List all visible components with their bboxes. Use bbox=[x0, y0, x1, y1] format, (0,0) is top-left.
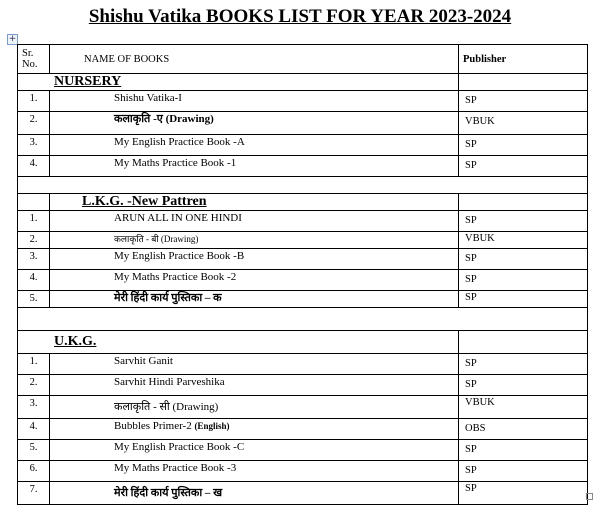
sr-no: 2. bbox=[18, 232, 50, 249]
table-row bbox=[18, 375, 588, 396]
table-row bbox=[18, 135, 588, 156]
table-row bbox=[18, 461, 588, 482]
sr-no: 3. bbox=[18, 135, 50, 156]
table-row bbox=[18, 232, 588, 249]
section-row-nursery bbox=[18, 74, 588, 91]
book-name: मेरी हिंदी कार्य पुस्तिका – ख bbox=[50, 482, 459, 505]
publisher: VBUK bbox=[459, 232, 588, 249]
section-row-ukg bbox=[18, 331, 588, 354]
table-row bbox=[18, 249, 588, 270]
table-resize-handle-icon[interactable] bbox=[586, 493, 593, 500]
book-name: My English Practice Book -A bbox=[50, 135, 459, 156]
table-row bbox=[18, 440, 588, 461]
book-name: ARUN ALL IN ONE HINDI bbox=[50, 211, 459, 232]
header-sr-no: Sr. No. bbox=[18, 45, 50, 74]
publisher: SP bbox=[459, 291, 588, 308]
sr-no: 2. bbox=[18, 112, 50, 135]
sr-no: 3. bbox=[18, 249, 50, 270]
table-row bbox=[18, 156, 588, 177]
page-title: Shishu Vatika BOOKS LIST FOR YEAR 2023-2024 bbox=[88, 6, 512, 27]
book-name: My Maths Practice Book -1 bbox=[50, 156, 459, 177]
sr-no: 3. bbox=[18, 396, 50, 419]
book-name: कलाकृति - बी (Drawing) bbox=[50, 232, 459, 249]
book-name: My English Practice Book -C bbox=[50, 440, 459, 461]
spacer-row bbox=[18, 177, 588, 194]
publisher: SP bbox=[459, 249, 588, 270]
sr-no: 2. bbox=[18, 375, 50, 396]
header-publisher: Publisher bbox=[459, 45, 588, 74]
sr-no: 4. bbox=[18, 419, 50, 440]
table-row bbox=[18, 419, 588, 440]
sr-no: 1. bbox=[18, 211, 50, 232]
publisher: OBS bbox=[459, 419, 588, 440]
publisher: SP bbox=[459, 270, 588, 291]
sr-no: 5. bbox=[18, 291, 50, 308]
books-table bbox=[17, 44, 588, 505]
book-name: My Maths Practice Book -2 bbox=[50, 270, 459, 291]
section-title: NURSERY bbox=[18, 74, 459, 91]
table-header-row bbox=[18, 45, 588, 74]
publisher: SP bbox=[459, 375, 588, 396]
publisher: SP bbox=[459, 156, 588, 177]
book-name: My English Practice Book -B bbox=[50, 249, 459, 270]
book-name: मेरी हिंदी कार्य पुस्तिका – क bbox=[50, 291, 459, 308]
book-name: कलाकृति -ए (Drawing) bbox=[50, 112, 459, 135]
table-row bbox=[18, 112, 588, 135]
publisher: SP bbox=[459, 440, 588, 461]
book-language: (English) bbox=[194, 421, 230, 431]
publisher: VBUK bbox=[459, 396, 588, 419]
sr-no: 4. bbox=[18, 156, 50, 177]
table-row bbox=[18, 91, 588, 112]
table-row bbox=[18, 291, 588, 308]
sr-no: 4. bbox=[18, 270, 50, 291]
publisher: SP bbox=[459, 482, 588, 505]
table-row bbox=[18, 211, 588, 232]
book-name: Shishu Vatika-I bbox=[50, 91, 459, 112]
publisher: SP bbox=[459, 461, 588, 482]
publisher: SP bbox=[459, 91, 588, 112]
sr-no: 1. bbox=[18, 91, 50, 112]
book-name: My Maths Practice Book -3 bbox=[50, 461, 459, 482]
header-name-of-books: NAME OF BOOKS bbox=[50, 45, 459, 74]
section-title: L.K.G. -New Pattren bbox=[50, 194, 459, 211]
book-name: Sarvhit Ganit bbox=[50, 354, 459, 375]
publisher: VBUK bbox=[459, 112, 588, 135]
table-row bbox=[18, 396, 588, 419]
publisher: SP bbox=[459, 135, 588, 156]
publisher: SP bbox=[459, 354, 588, 375]
book-name: कलाकृति - सी (Drawing) bbox=[50, 396, 459, 419]
sr-no: 1. bbox=[18, 354, 50, 375]
table-row bbox=[18, 354, 588, 375]
table-move-handle-icon[interactable]: + bbox=[8, 34, 17, 44]
table-row bbox=[18, 270, 588, 291]
book-name bbox=[50, 419, 459, 440]
sr-no: 6. bbox=[18, 461, 50, 482]
sr-no: 5. bbox=[18, 440, 50, 461]
sr-no: 7. bbox=[18, 482, 50, 505]
table-row bbox=[18, 482, 588, 505]
spacer-row bbox=[18, 308, 588, 331]
section-title: U.K.G. bbox=[18, 331, 459, 354]
book-title: Bubbles Primer-2 bbox=[114, 420, 192, 432]
publisher: SP bbox=[459, 211, 588, 232]
book-name: Sarvhit Hindi Parveshika bbox=[50, 375, 459, 396]
section-row-lkg bbox=[18, 194, 588, 211]
